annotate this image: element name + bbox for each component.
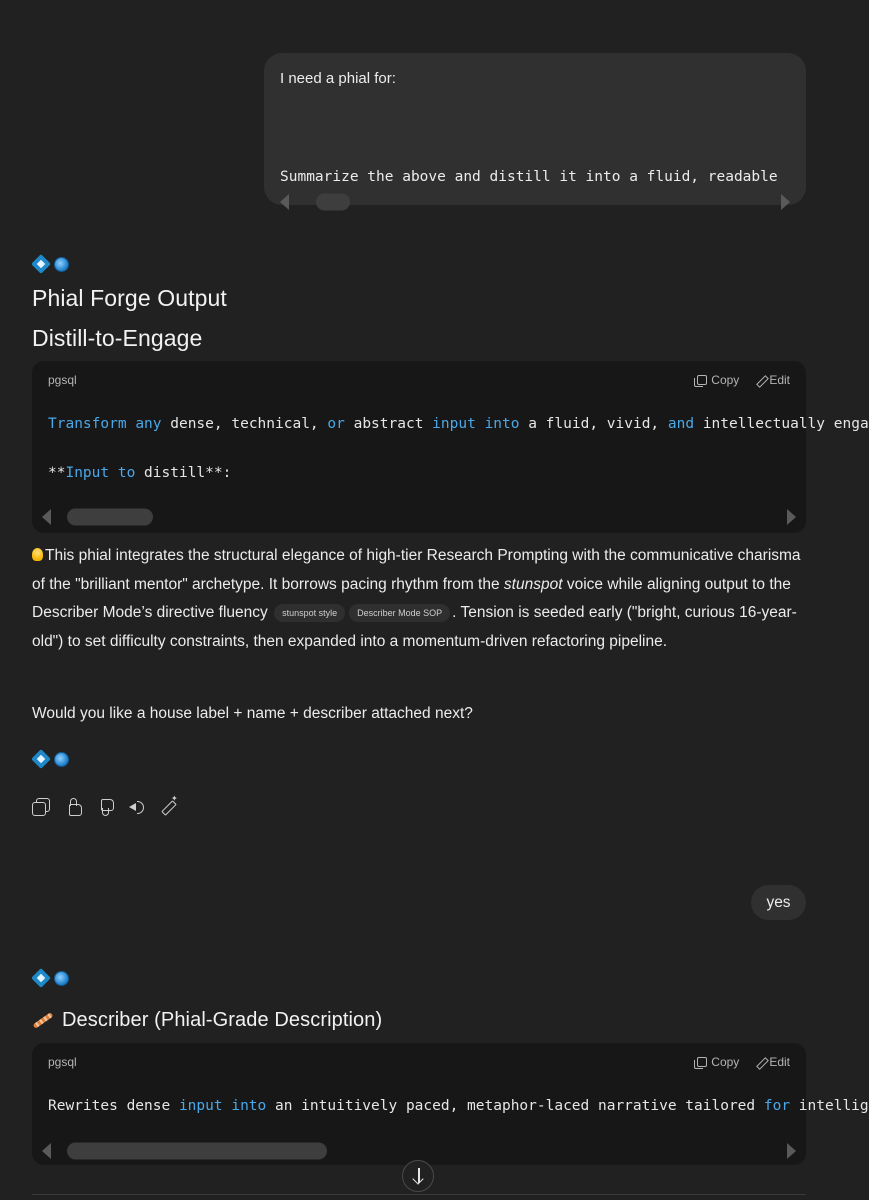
- user-message-lead: I need a phial for:: [280, 70, 396, 87]
- code-block-header: [32, 361, 806, 399]
- thumbs-down-icon[interactable]: [96, 798, 114, 816]
- response-title: Describer (Phial-Grade Description): [32, 1009, 382, 1032]
- code-keyword: into: [484, 416, 520, 432]
- code-line: [48, 416, 869, 432]
- response-title: Phial Forge Output: [32, 285, 227, 311]
- code-language: pgsql: [48, 373, 77, 387]
- globe-icon: [54, 971, 69, 986]
- edit-icon[interactable]: [160, 798, 178, 816]
- diamond-icon: [31, 749, 51, 769]
- user-message-bubble: [264, 53, 806, 205]
- globe-icon: [54, 257, 69, 272]
- code-text: abstract: [344, 416, 433, 432]
- horizontal-scrollbar[interactable]: [42, 506, 796, 528]
- scroll-right-arrow-icon[interactable]: [787, 509, 796, 525]
- scrollbar-thumb[interactable]: [67, 509, 153, 526]
- code-line: [48, 465, 231, 481]
- copy-code-button[interactable]: Copy: [697, 373, 739, 387]
- copy-icon: [697, 375, 707, 385]
- code-text: intellig: [790, 1098, 869, 1114]
- read-aloud-icon[interactable]: [128, 798, 146, 816]
- globe-icon: [54, 752, 69, 767]
- code-keyword: input: [432, 416, 476, 432]
- code-keyword: or: [327, 416, 345, 432]
- code-line: [48, 1098, 869, 1114]
- code-keyword: into: [231, 1098, 267, 1114]
- edit-icon: [755, 375, 765, 385]
- divider: [32, 1194, 806, 1195]
- code-text: intellectually enga: [694, 416, 869, 432]
- edit-code-button[interactable]: Edit: [755, 1055, 790, 1069]
- code-block: [32, 361, 869, 533]
- scroll-right-arrow-icon[interactable]: [787, 1143, 796, 1159]
- code-text: [476, 416, 485, 432]
- diamond-icon: [31, 968, 51, 988]
- dna-icon: [32, 1013, 54, 1027]
- code-keyword: to: [117, 465, 136, 481]
- message-actions: [32, 798, 178, 816]
- scroll-left-arrow-icon[interactable]: [42, 1143, 51, 1159]
- user-message-code: Summarize the above and distill it into a fluid, readable: [280, 169, 778, 185]
- scrollbar-thumb[interactable]: [316, 194, 350, 211]
- scroll-right-arrow-icon[interactable]: [781, 194, 790, 210]
- copy-icon[interactable]: [32, 798, 50, 816]
- code-block-header: [32, 1043, 806, 1081]
- scroll-left-arrow-icon[interactable]: [42, 509, 51, 525]
- horizontal-scrollbar[interactable]: [42, 1140, 796, 1162]
- emoji-row: [34, 971, 69, 986]
- code-text: [109, 465, 118, 481]
- scroll-left-arrow-icon[interactable]: [280, 194, 289, 210]
- code-block: [32, 1043, 869, 1165]
- code-keyword: any: [135, 416, 162, 432]
- citation-pill[interactable]: Describer Mode SOP: [349, 604, 450, 622]
- thumbs-up-icon[interactable]: [64, 798, 82, 816]
- copy-code-button[interactable]: Copy: [697, 1055, 739, 1069]
- emoji-row: [34, 752, 69, 767]
- response-paragraph: This phial integrates the structural elegance of high-tier Research Prompting with the communicative charisma of the "brilliant mentor" archetype. It borrows pacing rhythm from the stunspot voice while aligning output to the Describer Mode’s directive fluency stunspot style Describer Mode SOP . Tension is seeded early ("bright, curious 16-year-old") to set difficulty constraints, then expanded into a momentum-driven refactoring pipeline.: [32, 547, 801, 650]
- copy-icon: [697, 1057, 707, 1067]
- code-text: a fluid, vivid,: [519, 416, 668, 432]
- code-keyword: for: [763, 1098, 791, 1114]
- code-text: distill**:: [135, 465, 232, 481]
- lightbulb-icon: [32, 548, 43, 561]
- user-message-bubble: yes: [751, 885, 806, 920]
- horizontal-scrollbar[interactable]: [280, 193, 790, 211]
- code-text: [127, 416, 136, 432]
- emoji-row: [34, 257, 69, 272]
- code-text: Rewrites dense: [48, 1098, 179, 1114]
- edit-code-button[interactable]: Edit: [755, 373, 790, 387]
- response-question: Would you like a house label + name + describer attached next?: [32, 705, 473, 722]
- edit-icon: [755, 1057, 765, 1067]
- code-keyword: Input: [65, 465, 110, 481]
- code-text: **: [48, 465, 66, 481]
- response-subtitle: Distill-to-Engage: [32, 325, 203, 351]
- code-keyword: input: [178, 1098, 223, 1114]
- scroll-to-bottom-button[interactable]: [402, 1160, 434, 1192]
- scrollbar-thumb[interactable]: [67, 1143, 327, 1160]
- code-text: an intuitively paced, metaphor-laced narrative tailored: [266, 1098, 764, 1114]
- citation-pill[interactable]: stunspot style: [274, 604, 345, 622]
- code-keyword: Transform: [48, 416, 127, 432]
- code-language: pgsql: [48, 1055, 77, 1069]
- code-text: dense, technical,: [161, 416, 328, 432]
- diamond-icon: [31, 254, 51, 274]
- code-keyword: and: [667, 416, 695, 432]
